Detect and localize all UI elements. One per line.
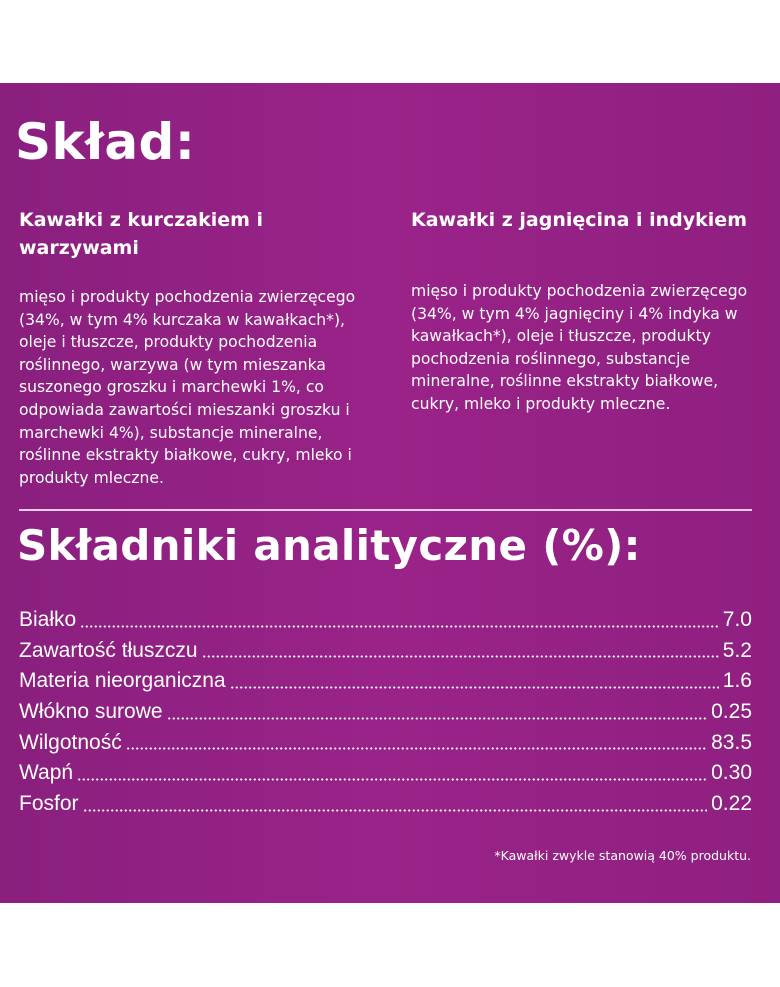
row-value: 7.0 [722,608,752,631]
analytical-row-protein [19,605,752,636]
row-label: Zawartość tłuszczu [19,638,198,662]
dot-leader [202,655,719,658]
row-label: Wapń [19,761,74,785]
composition-title: Skład: [15,113,196,171]
analytical-row-fibre [19,697,752,728]
row-label: Wilgotność [19,730,122,754]
analytical-row-ash [19,666,752,697]
dot-leader [126,747,707,750]
row-value: 83.5 [711,730,752,754]
analytical-row-moisture [19,728,752,759]
row-value: 5.2 [722,638,752,662]
ingredients-panel [0,83,780,903]
column2-heading: Kawałki z jagnięcina i indykiem [411,209,747,231]
column1-ingredients: mięso i produkty pochodzenia zwierzęcego (34%, w tym 4% kurczaka w kawałkach*), oleje i tłuszcze, produkty pochodzenia roślinnego, warzywa (w tym mieszanka suszonego groszku i marchewki 1%, co odpowiada zawartości mieszanki groszku i marchewki 4%), substancje mineralne, roślinne ekstrakty białkowe, cukry, mleko i produkty mleczne. [19,288,356,487]
dot-leader [83,809,708,812]
column2-ingredients: mięso i produkty pochodzenia zwierzęcego (34%, w tym 4% jagnięciny i 4% indyka w kawałkach*), oleje i tłuszcze, produkty pochodzenia roślinnego, substancje mineralne, roślinne ekstrakty białkowe, cukry, mleko i produkty mleczne. [411,282,748,413]
row-value: 1.6 [722,669,752,693]
analytical-row-calcium [19,758,752,789]
analytical-table [19,605,752,820]
row-label: Fosfor [19,792,79,816]
row-label: Włókno surowe [19,700,163,724]
analytical-row-phosphorus [19,789,752,820]
row-value: 0.25 [711,700,752,724]
footnote: *Kawałki zwykle stanowią 40% produktu. [494,848,751,863]
dot-leader [80,625,719,628]
row-value: 0.22 [711,792,752,816]
analytical-row-fat [19,636,752,667]
divider [19,509,752,511]
dot-leader [167,717,708,720]
analytical-title: Składniki analityczne (%): [17,521,641,570]
column1-heading: Kawałki z kurczakiem i warzywami [19,209,264,259]
row-label: Materia nieorganiczna [19,669,226,693]
dot-leader [230,686,719,689]
row-value: 0.30 [711,761,752,785]
dot-leader [77,778,707,781]
row-label: Białko [19,608,77,631]
